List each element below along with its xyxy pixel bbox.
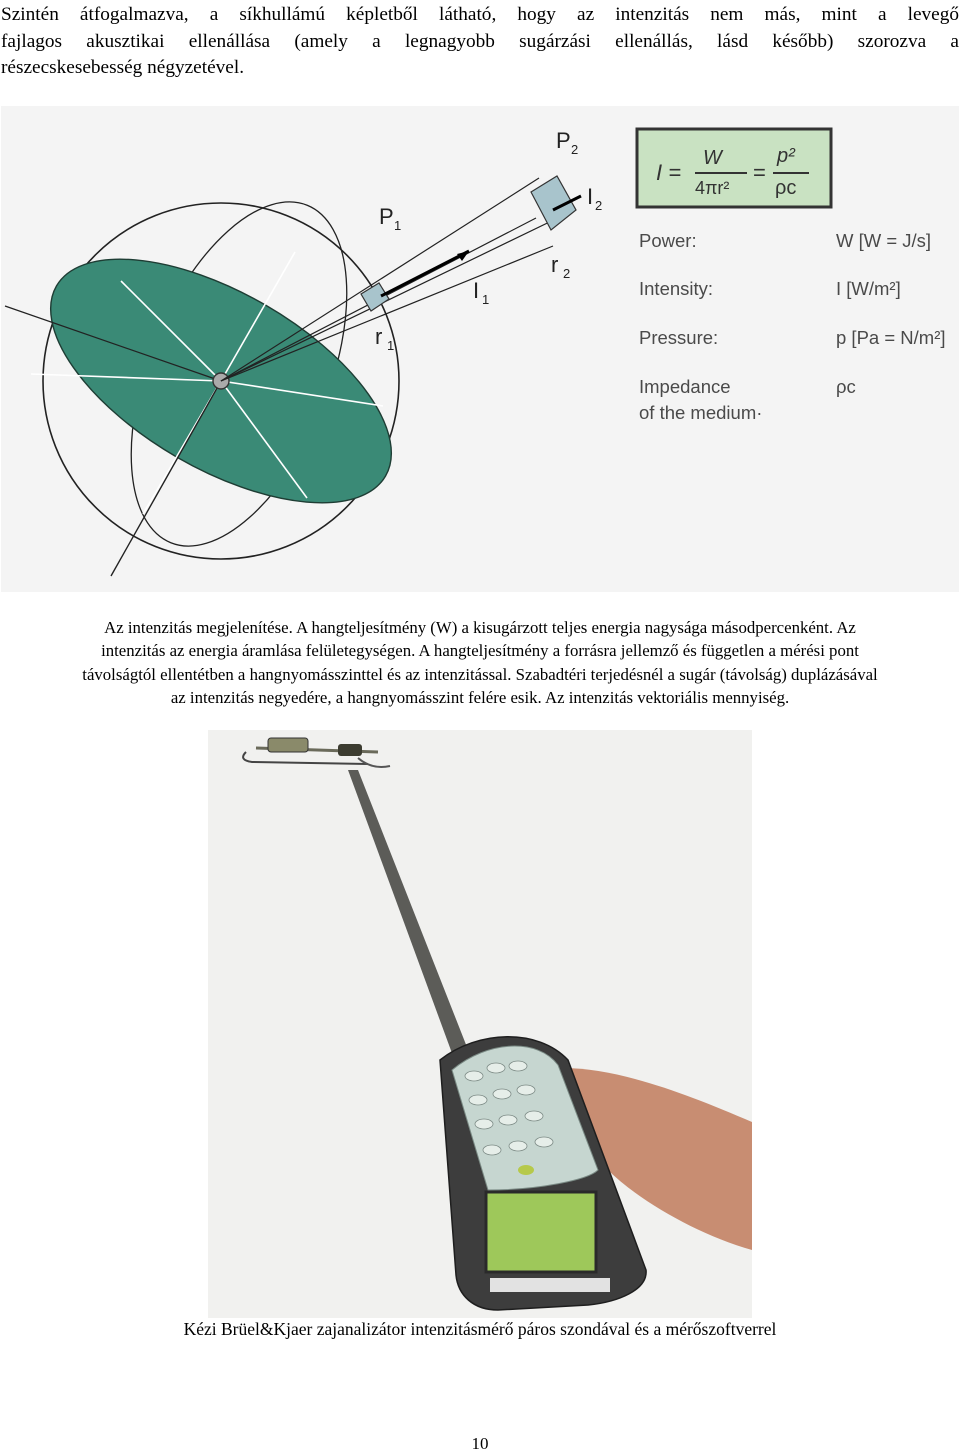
probe-boom (348, 770, 476, 1075)
label-p2-sub: 2 (571, 142, 579, 157)
label-p2: P (556, 128, 571, 153)
label-r2-sub: 2 (563, 266, 571, 281)
analyzer-label-strip (490, 1278, 610, 1292)
intensity-diagram (1, 106, 959, 592)
legend-impedance-value: ρc (836, 376, 856, 397)
label-p1: P (379, 204, 394, 229)
legend (639, 230, 946, 423)
intensity-arrow-1-head (457, 251, 469, 261)
caption1-line-2: intenzitás az energia áramlása felületegységen. A hangteljesítmény a forrásra jellemző és független a mérési pont (101, 641, 859, 661)
legend-pressure-label: Pressure: (639, 327, 719, 348)
label-i1: I (473, 278, 480, 303)
legend-pressure-value: p [Pa = N/m²] (836, 327, 946, 348)
formula-lhs: I = (656, 160, 682, 185)
keypad-accent-button (518, 1165, 534, 1175)
intro-line-1: Szintén átfogalmazva, a síkhullámú képletből látható, hogy az intenzitás nem más, mint a levegő (1, 4, 959, 25)
label-i2: I (587, 184, 594, 209)
formula-num2: p² (777, 145, 795, 167)
formula-den2: ρc (775, 177, 797, 199)
intensity-probe (243, 738, 390, 767)
formula-den1: 4πr² (695, 178, 730, 198)
caption1-line-1: Az intenzitás megjelenítése. A hangteljesítmény (W) a kisugárzott teljes energia nagysága másodpercenként. Az (104, 618, 856, 637)
formula-eq: = (753, 160, 766, 185)
analyzer-screen (486, 1192, 596, 1272)
caption1-line-3: távolságtól ellentétben a hangnyomásszinttel és az intenzitással. Szabadtéri terjedésnél a sugár (távolság) duplázásával (82, 664, 878, 684)
intro-paragraph (1, 2, 959, 82)
figure1-caption (0, 616, 960, 709)
intensity-arrow-1 (381, 251, 469, 296)
legend-intensity-label: Intensity: (639, 278, 714, 299)
caption1-line-4: az intenzitás negyedére, a hangnyomásszint felére esik. Az intenzitás vektoriális mennyiség. (170, 687, 790, 707)
intensity-diagram-svg (1, 106, 959, 592)
figure2-caption: Kézi Brüel&Kjaer zajanalizátor intenzitásmérő páros szondával és a mérőszoftverrel (183, 1319, 777, 1339)
legend-intensity-value: I [W/m²] (836, 278, 901, 299)
legend-impedance-label: Impedance (639, 376, 731, 397)
label-r2: r (551, 252, 559, 277)
label-i1-sub: 1 (482, 292, 490, 307)
label-r1-sub: 1 (387, 338, 395, 353)
page-number: 10 (471, 1434, 489, 1453)
legend-impedance-label-2: of the medium· (639, 402, 763, 423)
label-p1-sub: 1 (394, 218, 402, 233)
device-photo (208, 730, 752, 1318)
legend-power-value: W [W = J/s] (836, 230, 932, 251)
formula-num1: W (703, 147, 722, 169)
intro-line-2: fajlagos akusztikai ellenállása (amely a legnagyobb sugárzási ellenállás, lásd később) szorozva a (1, 30, 959, 52)
legend-power-label: Power: (639, 230, 697, 251)
label-r1: r (375, 324, 383, 349)
label-i2-sub: 2 (595, 198, 603, 213)
device-photo-svg (208, 730, 752, 1318)
intro-line-3: részecskesebesség négyzetével. (1, 57, 245, 79)
